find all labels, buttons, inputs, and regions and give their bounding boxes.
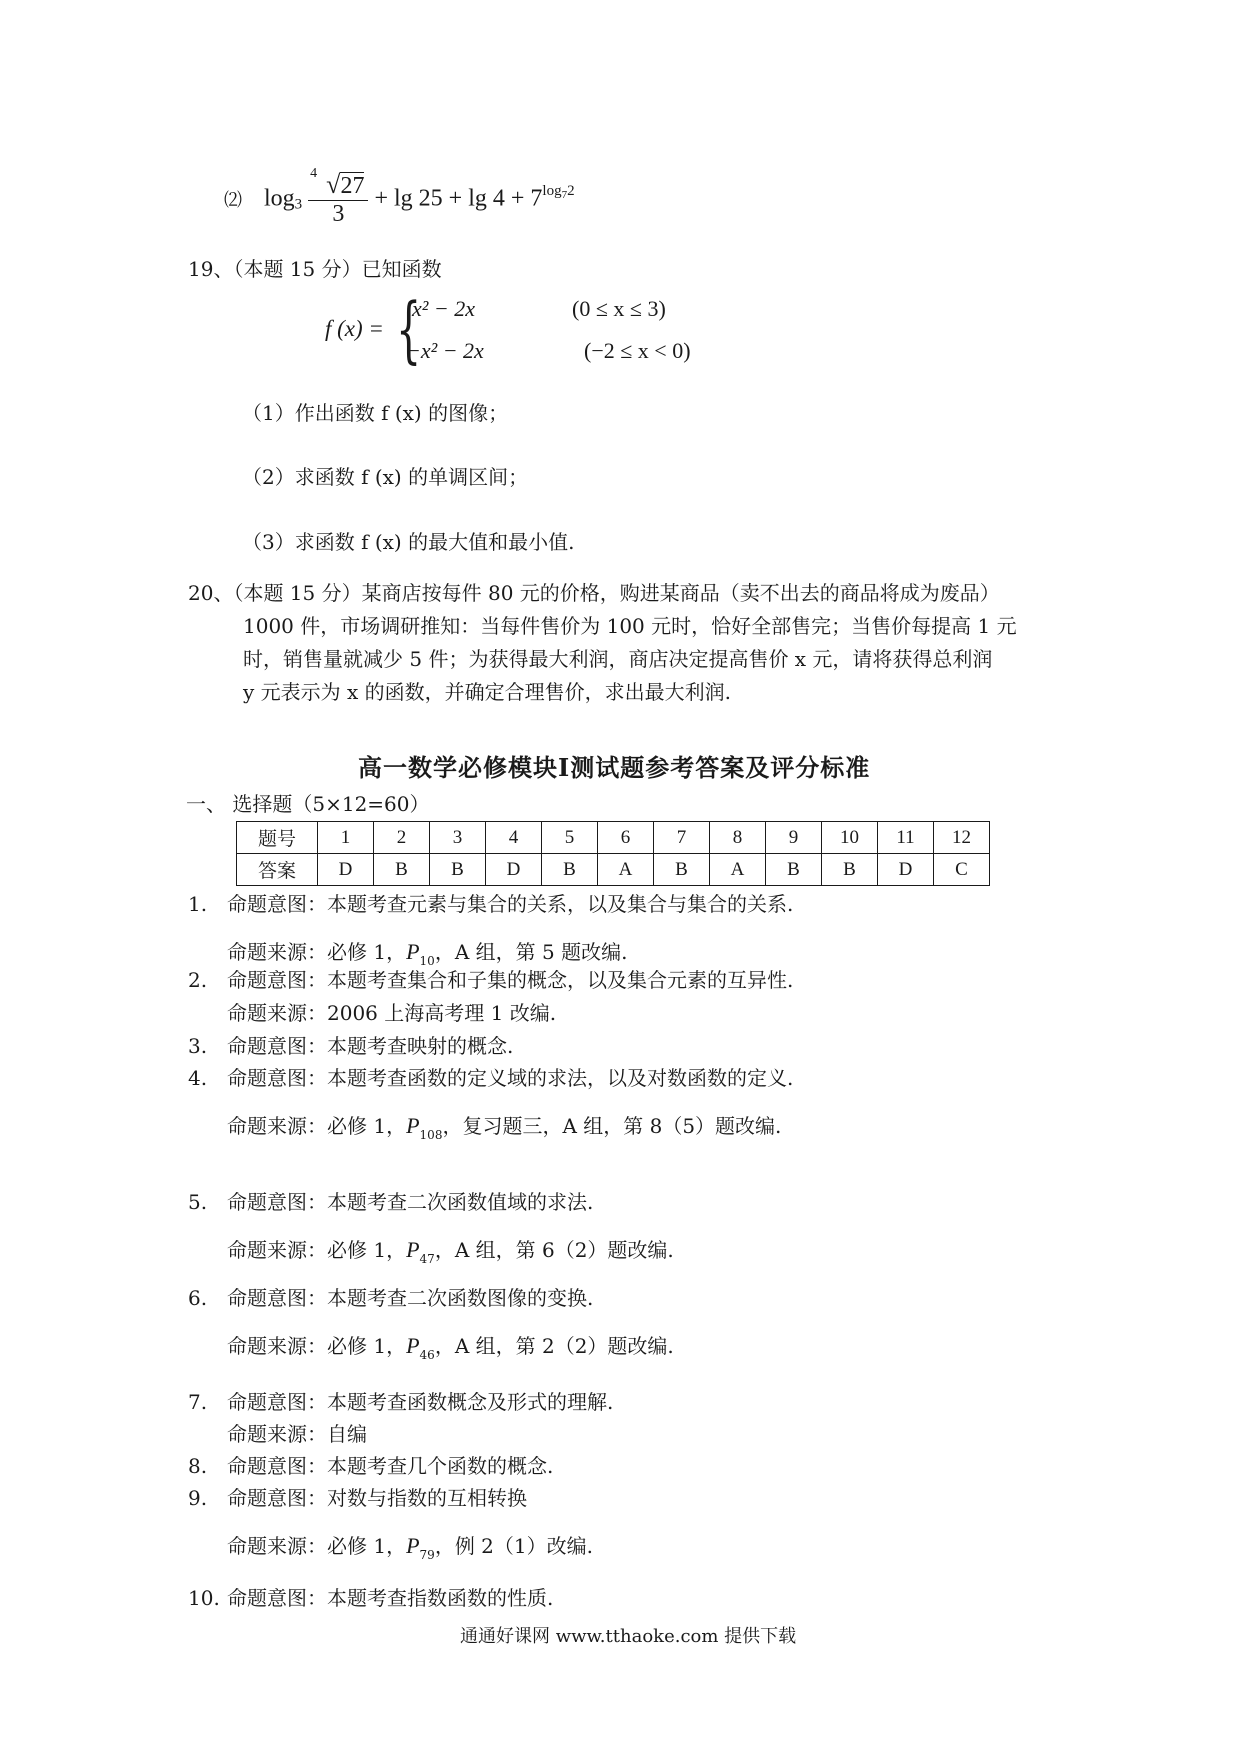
note-source: 命题来源：自编	[227, 1422, 367, 1446]
log-text: log	[264, 185, 295, 212]
answer-cell: D	[878, 854, 934, 886]
problem-18-part2	[224, 166, 575, 228]
piecewise-brace: {	[396, 287, 422, 371]
piecewise-case1-cond: (0 ≤ x ≤ 3)	[572, 296, 666, 321]
part-label: ⑵	[224, 190, 242, 210]
piecewise-case2-cond: (−2 ≤ x < 0)	[584, 338, 691, 363]
problem-19-heading: 19、（本题 15 分）已知函数	[188, 257, 442, 281]
footer: 通通好课网 www.tthaoke.com 提供下载	[460, 1626, 797, 1647]
note-number: 2.	[188, 968, 208, 992]
note-source-suffix: ，A 组，第 2（2）题改编.	[434, 1334, 674, 1358]
exp-base: 7	[561, 188, 568, 201]
page-symbol: P	[406, 1113, 420, 1138]
exp-log: log	[542, 182, 562, 199]
note-intent: 命题意图：本题考查函数概念及形式的理解.	[227, 1390, 614, 1414]
log-base: 3	[294, 196, 303, 213]
note-intent: 命题意图：对数与指数的互相转换	[227, 1486, 527, 1510]
note-source-suffix: ，A 组，第 6（2）题改编.	[434, 1238, 674, 1262]
problem-20-line2: 1000 件，市场调研推知：当每件售价为 100 元时，恰好全部售完；当售价每提高 1 元	[243, 614, 1017, 638]
table-row-numbers	[237, 822, 990, 854]
answer-cell: B	[822, 854, 878, 886]
expression-rest: + lg 25 + lg 4 + 7	[374, 185, 543, 212]
page-number-subscript: 46	[419, 1348, 435, 1362]
page-number-subscript: 47	[419, 1252, 435, 1266]
answer-cell: A	[710, 854, 766, 886]
row-header-number: 题号	[237, 822, 318, 854]
page-number-subscript: 79	[419, 1548, 435, 1562]
question-number-cell: 2	[374, 822, 430, 854]
question-number-cell: 9	[766, 822, 822, 854]
question-number-cell: 5	[542, 822, 598, 854]
page-symbol: P	[406, 1333, 420, 1358]
answer-cell: A	[598, 854, 654, 886]
question-number-cell: 11	[878, 822, 934, 854]
problem-20-line3: 时，销售量就减少 5 件；为获得最大利润，商店决定提高售价 x 元，请将获得总利润	[243, 647, 993, 671]
answer-cell: B	[654, 854, 710, 886]
note-number: 10.	[188, 1586, 220, 1610]
answer-cell: B	[542, 854, 598, 886]
note-source	[227, 1333, 674, 1368]
note-intent: 命题意图：本题考查二次函数图像的变换.	[227, 1286, 594, 1310]
problem-20-line1: 20、（本题 15 分）某商店按每件 80 元的价格，购进某商品（卖不出去的商品将成为废品）	[188, 581, 1000, 605]
question-number-cell: 1	[318, 822, 374, 854]
question-number-cell: 7	[654, 822, 710, 854]
page-symbol: P	[406, 1237, 420, 1262]
question-number-cell: 8	[710, 822, 766, 854]
root-index: 4	[310, 166, 318, 181]
question-number-cell: 12	[934, 822, 990, 854]
note-source-prefix: 命题来源：必修 1，	[227, 940, 407, 964]
page-number-subscript: 10	[419, 954, 435, 968]
page-number-subscript: 108	[419, 1128, 443, 1142]
denominator: 3	[332, 201, 345, 227]
note-source	[227, 1533, 593, 1568]
note-number: 5.	[188, 1190, 208, 1214]
note-intent: 命题意图：本题考查函数的定义域的求法，以及对数函数的定义.	[227, 1066, 794, 1090]
note-source: 命题来源：2006 上海高考理 1 改编.	[227, 1001, 557, 1025]
note-number: 7.	[188, 1390, 208, 1414]
problem-19-q3: （3）求函数 f (x) 的最大值和最小值.	[242, 530, 575, 554]
note-source	[227, 1113, 781, 1148]
exp-arg: 2	[567, 182, 575, 199]
problem-20-line4: y 元表示为 x 的函数，并确定合理售价，求出最大利润.	[243, 680, 732, 704]
page-symbol: P	[406, 1533, 420, 1558]
row-header-answer: 答案	[237, 854, 318, 886]
note-number: 9.	[188, 1486, 208, 1510]
note-intent: 命题意图：本题考查映射的概念.	[227, 1034, 514, 1058]
question-number-cell: 6	[598, 822, 654, 854]
answer-cell: C	[934, 854, 990, 886]
radicand: 27	[340, 173, 365, 199]
note-intent: 命题意图：本题考查二次函数值域的求法.	[227, 1190, 594, 1214]
note-source-suffix: ，例 2（1）改编.	[434, 1534, 593, 1558]
note-intent: 命题意图：本题考查几个函数的概念.	[227, 1454, 554, 1478]
radical-sign: √	[326, 170, 341, 199]
problem-19-q1: （1）作出函数 f (x) 的图像；	[242, 401, 509, 425]
answer-cell: B	[430, 854, 486, 886]
note-number: 6.	[188, 1286, 208, 1310]
note-intent: 命题意图：本题考查指数函数的性质.	[227, 1586, 554, 1610]
answer-cell: B	[374, 854, 430, 886]
problem-19-q2: （2）求函数 f (x) 的单调区间；	[242, 465, 529, 489]
note-source-prefix: 命题来源：必修 1，	[227, 1334, 407, 1358]
note-source-suffix: ，A 组，第 5 题改编.	[434, 940, 628, 964]
note-intent: 命题意图：本题考查元素与集合的关系，以及集合与集合的关系.	[227, 892, 794, 916]
answer-cell: D	[318, 854, 374, 886]
answer-cell: B	[766, 854, 822, 886]
answer-table	[236, 821, 990, 886]
piecewise-f-label: f (x) =	[325, 316, 384, 341]
piecewise-case1-expr: x² − 2x	[412, 296, 475, 321]
answer-cell: D	[486, 854, 542, 886]
note-number: 3.	[188, 1034, 208, 1058]
fraction	[308, 166, 368, 228]
question-number-cell: 4	[486, 822, 542, 854]
note-number: 4.	[188, 1066, 208, 1090]
table-row-answers	[237, 854, 990, 886]
note-source-prefix: 命题来源：必修 1，	[227, 1114, 407, 1138]
answer-title: 高一数学必修模块Ⅰ测试题参考答案及评分标准	[358, 753, 871, 782]
note-number: 1.	[188, 892, 208, 916]
note-source-prefix: 命题来源：必修 1，	[227, 1238, 407, 1262]
question-number-cell: 10	[822, 822, 878, 854]
note-source-suffix: ，复习题三，A 组，第 8（5）题改编.	[442, 1114, 782, 1138]
question-number-cell: 3	[430, 822, 486, 854]
note-intent: 命题意图：本题考查集合和子集的概念，以及集合元素的互异性.	[227, 968, 794, 992]
note-source-prefix: 命题来源：必修 1，	[227, 1534, 407, 1558]
note-number: 8.	[188, 1454, 208, 1478]
piecewise-case2-expr: −x² − 2x	[406, 338, 484, 363]
note-source	[227, 1237, 674, 1272]
page-symbol: P	[406, 939, 420, 964]
section-1-heading: 一、 选择题（5×12=60）	[186, 792, 430, 816]
